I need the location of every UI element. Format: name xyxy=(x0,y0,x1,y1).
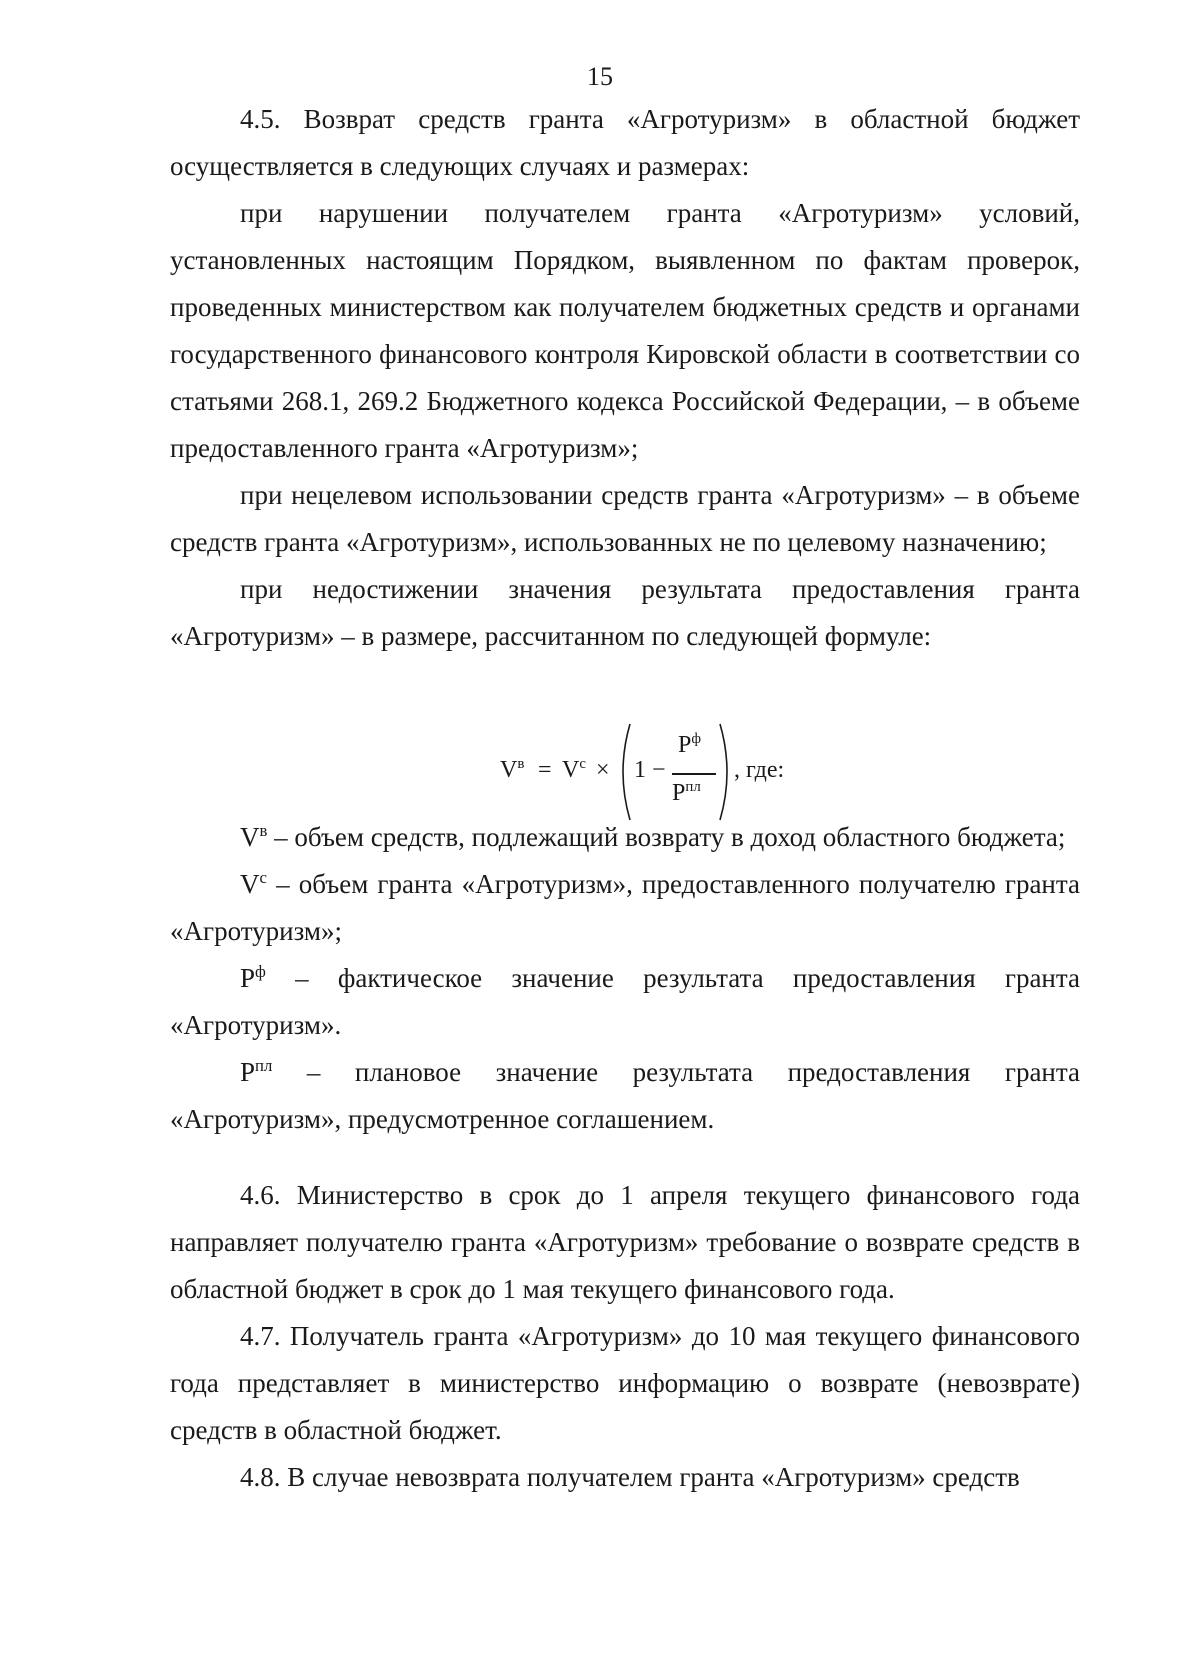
definition-ppl: $P^{пл}$ – плановое значение результата предоставления гранта «Агротуризм», предусмотренное соглашением. xyxy=(170,1056,1080,1134)
formula-where: , где: xyxy=(734,757,785,783)
page-number: 15 xyxy=(587,62,613,91)
formula-vv: $V^в$ xyxy=(500,756,525,783)
formula-times: × xyxy=(596,757,610,783)
paragraph-4-7: 4.7. Получатель гранта «Агротуризм» до 10 мая текущего финансового года представляет в министерство информацию о возврате (невозврате) средств в областной бюджет. xyxy=(170,1321,1080,1445)
paragraph-4-8: 4.8. В случае невозврата получателем гранта «Агротуризм» средств xyxy=(240,1462,1020,1492)
paragraph-misuse: при нецелевом использовании средств гранта «Агротуризм» – в объеме средств гранта «Агротуризм», использованных не по целевому назначению; xyxy=(170,480,1080,557)
top-paragraphs xyxy=(170,96,1080,660)
formula-vc: $V^с$ xyxy=(562,756,586,783)
definition-vv: $V^в$ – объем средств, подлежащий возврату в доход областного бюджета; xyxy=(240,821,1066,852)
paragraph-4-5: 4.5. Возврат средств гранта «Агротуризм» в областной бюджет осуществляется в следующих случаях и размерах: xyxy=(170,104,1080,181)
definition-pf: $P^ф$ – фактическое значение результата предоставления гранта «Агротуризм». xyxy=(170,962,1080,1040)
bottom-paragraphs xyxy=(170,1172,1080,1501)
formula-denominator: $P^{пл}$ xyxy=(672,779,701,806)
paragraph-non-achievement: при недостижении значения результата предоставления гранта «Агротуризм» – в размере, рассчитанном по следующей формуле: xyxy=(170,574,1080,651)
formula-one-minus: 1 − xyxy=(634,757,666,783)
formula-numerator: $P^ф$ xyxy=(678,731,701,758)
definition-vc: $V^с$ – объем гранта «Агротуризм», предоставленного получателю гранта «Агротуризм»; xyxy=(170,868,1080,946)
definitions-list xyxy=(170,814,1080,1143)
fraction-bar xyxy=(672,773,716,775)
left-paren xyxy=(614,722,632,822)
paragraph-violation: при нарушении получателем гранта «Агротуризм» условий, установленных настоящим Порядком, выявленном по фактам проверок, проведенных министерством как получателем бюджетных средств и органами государственного финансового контроля Кировской области в соответствии со статьями 268.1, 269.2 Бюджетного кодекса Российской Федерации, – в объеме предоставленного гранта «Агротуризм»; xyxy=(170,198,1080,463)
paragraph-4-6: 4.6. Министерство в срок до 1 апреля текущего финансового года направляет получателю гранта «Агротуризм» требование о возврате средств в областной бюджет в срок до 1 мая текущего финансового года. xyxy=(170,1180,1080,1304)
formula-equals: = xyxy=(538,757,552,783)
